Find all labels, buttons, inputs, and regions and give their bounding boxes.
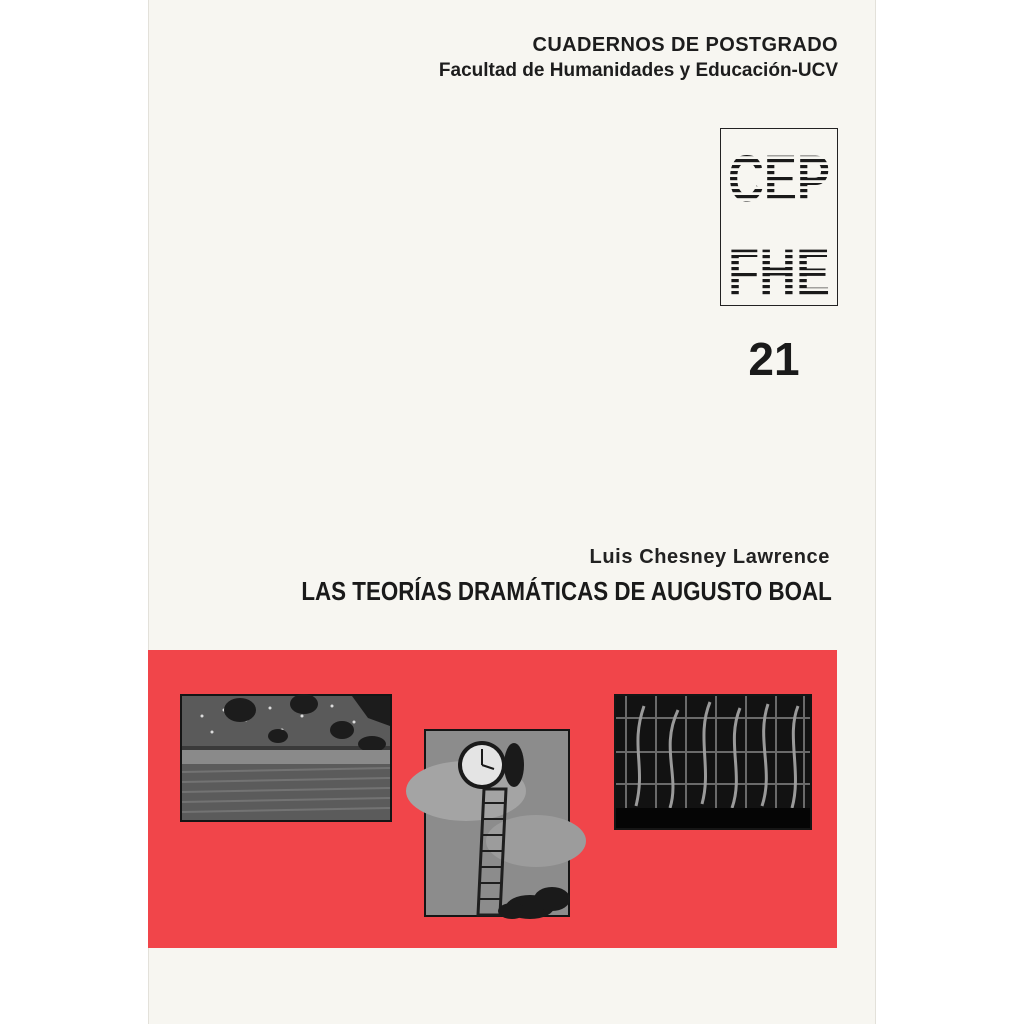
cep-fhe-logo (720, 128, 838, 309)
issue-number: 21 (748, 333, 800, 385)
logo-line-2: FHE (728, 235, 830, 309)
series-title: CUADERNOS DE POSTGRADO (532, 34, 838, 56)
author-name: Luis Chesney Lawrence (589, 546, 830, 568)
clock-tower-photo (424, 729, 570, 917)
book-title: LAS TEORÍAS DRAMÁTICAS DE AUGUSTO BOAL (301, 576, 832, 606)
logo-line-1: CEP (728, 141, 830, 215)
institution-name: Facultad de Humanidades y Educación-UCV (438, 60, 838, 81)
book-cover (148, 0, 876, 1024)
concert-hall-photo (180, 694, 392, 822)
red-photo-band (148, 650, 837, 948)
series-header (439, 32, 838, 84)
stained-glass-photo (614, 694, 812, 830)
